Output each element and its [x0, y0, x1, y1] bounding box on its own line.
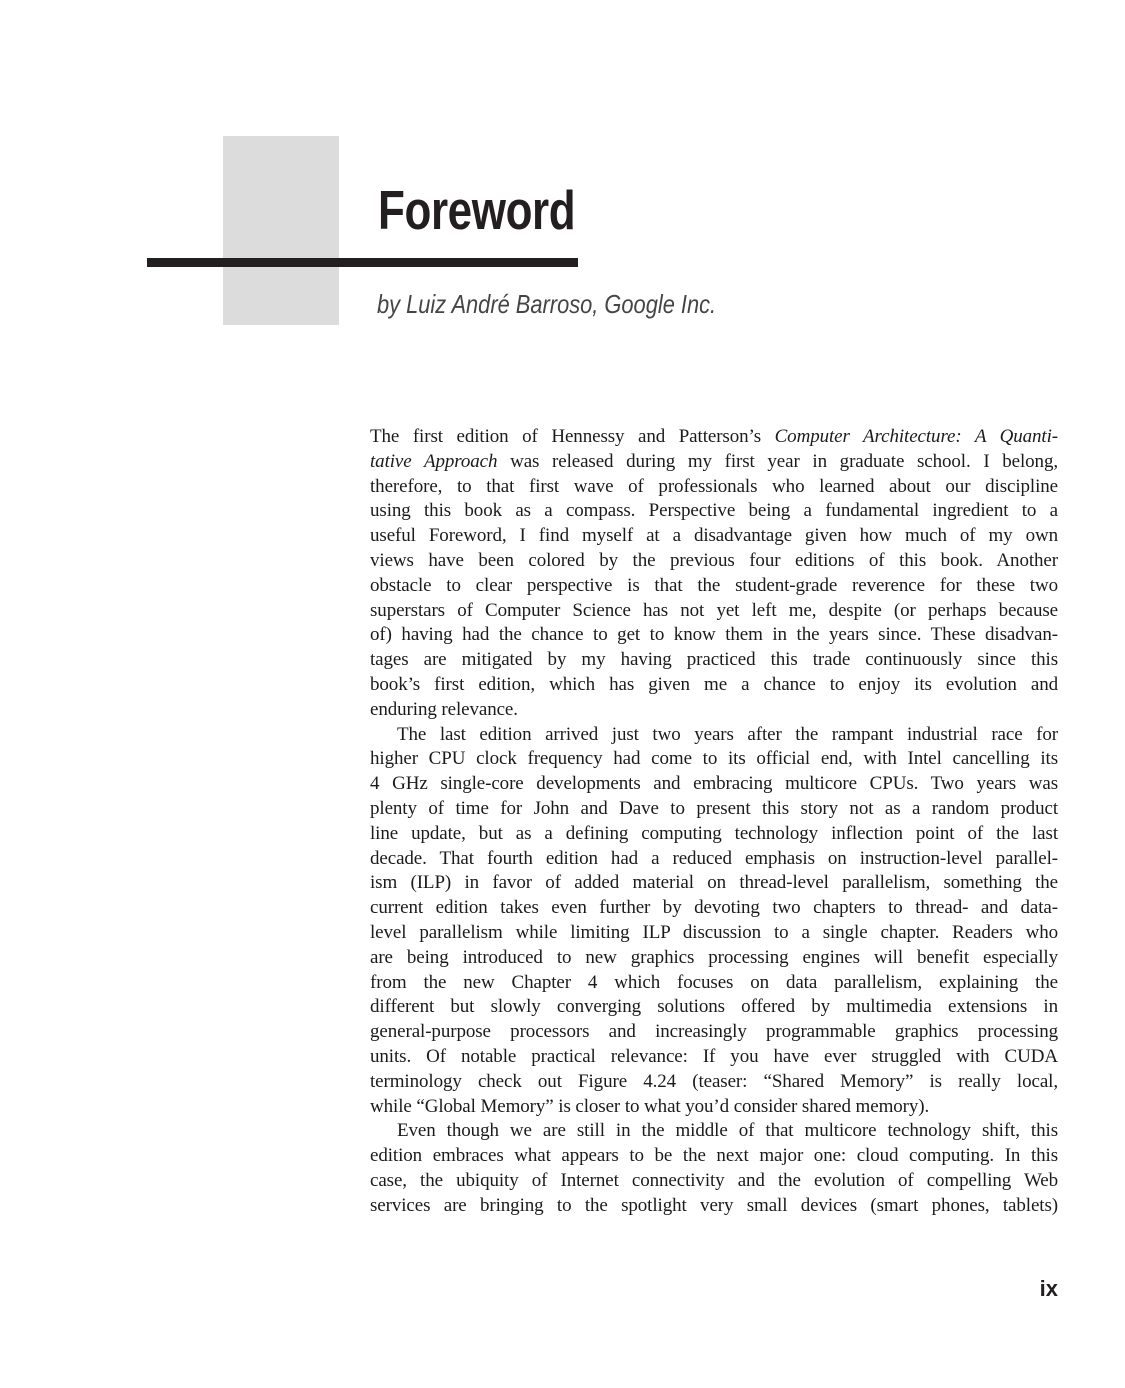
text-line: higher CPU clock frequency had come to its official end, with Intel cancelling its [370, 748, 1058, 770]
text-line: of) having had the chance to get to know them in the years since. These disadvan- [370, 624, 1058, 646]
text-line: superstars of Computer Science has not yet left me, despite (or perhaps because [370, 599, 1058, 621]
text-line: different but slowly converging solutions offered by multimedia extensions in [370, 996, 1058, 1018]
text-line: The last edition arrived just two years after the rampant industrial race for [397, 723, 1058, 745]
text-line: level parallelism while limiting ILP discussion to a single chapter. Readers who [370, 921, 1058, 943]
byline: by Luiz André Barroso, Google Inc. [377, 289, 717, 319]
text-line: line update, but as a defining computing technology inflection point of the last [370, 822, 1058, 844]
page-number: ix [1039, 1276, 1058, 1301]
text-line: from the new Chapter 4 which focuses on data parallelism, explaining the [370, 971, 1058, 993]
chapter-accent-block [223, 136, 339, 325]
text-line: Even though we are still in the middle of that multicore technology shift, this [397, 1120, 1058, 1142]
title-rule [147, 258, 578, 267]
text-line: tages are mitigated by my having practiced this trade continuously since this [370, 649, 1058, 671]
text-line: 4 GHz single-core developments and embracing multicore CPUs. Two years was [370, 773, 1058, 795]
text-line: edition embraces what appears to be the next major one: cloud computing. In this [370, 1145, 1058, 1167]
text-line: are being introduced to new graphics processing engines will benefit especially [370, 946, 1058, 968]
text-line: current edition takes even further by devoting two chapters to thread- and data- [370, 897, 1058, 919]
text-line: enduring relevance. [370, 698, 518, 720]
text-line: useful Foreword, I find myself at a disadvantage given how much of my own [370, 525, 1058, 547]
text-line: while “Global Memory” is closer to what you’d consider shared memory). [370, 1095, 930, 1117]
text-line: services are bringing to the spotlight very small devices (smart phones, tablets) [370, 1194, 1058, 1216]
page-title: Foreword [378, 179, 576, 241]
text-line: units. Of notable practical relevance: If you have ever struggled with CUDA [370, 1045, 1058, 1067]
text-line: using this book as a compass. Perspective being a fundamental ingredient to a [370, 500, 1058, 522]
text-line: tative Approach was released during my first year in graduate school. I belong, [370, 450, 1058, 472]
text-line: terminology check out Figure 4.24 (teaser: “Shared Memory” is really local, [370, 1070, 1058, 1092]
text-line: views have been colored by the previous four editions of this book. Another [370, 549, 1058, 571]
text-line: obstacle to clear perspective is that the student-grade reverence for these two [370, 574, 1058, 596]
text-line: ism (ILP) in favor of added material on thread-level parallelism, something the [370, 872, 1058, 894]
text-line: book’s first edition, which has given me a chance to enjoy its evolution and [370, 673, 1058, 695]
text-line: The first edition of Hennessy and Patterson’s Computer Architecture: A Quanti- [370, 426, 1058, 447]
body-text [370, 425, 1058, 1219]
text-line: decade. That fourth edition had a reduced emphasis on instruction-level parallel- [370, 847, 1058, 869]
text-line: case, the ubiquity of Internet connectivity and the evolution of compelling Web [370, 1169, 1058, 1191]
text-line: plenty of time for John and Dave to present this story not as a random product [370, 797, 1058, 819]
text-line: general-purpose processors and increasingly programmable graphics processing [370, 1021, 1058, 1043]
text-line: therefore, to that first wave of professionals who learned about our discipline [370, 475, 1058, 497]
